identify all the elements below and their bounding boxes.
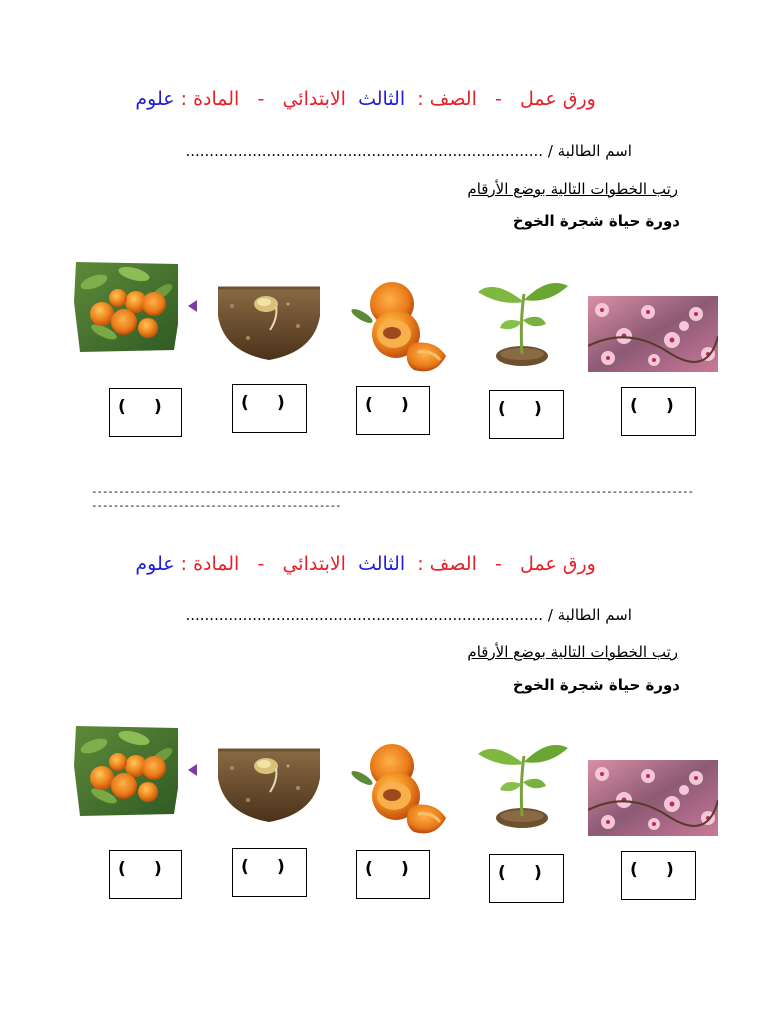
- paren-open: (: [498, 399, 506, 419]
- seedling-image: [474, 734, 570, 834]
- title-worksheet: ورق عمل: [519, 553, 596, 575]
- answer-box[interactable]: [232, 848, 307, 897]
- answer-box[interactable]: [356, 386, 430, 435]
- seedling-image: [474, 272, 570, 372]
- student-name-field[interactable]: ...........................................................................: [185, 606, 544, 624]
- title-sep: -: [495, 88, 502, 110]
- triangle-marker-icon: [188, 764, 197, 776]
- peach-fruit-image: [348, 278, 458, 378]
- title-subject: علوم: [135, 88, 175, 110]
- title-colon: :: [180, 553, 188, 575]
- paren-close: ): [401, 395, 409, 415]
- paren-close: ): [277, 393, 285, 413]
- paren-close: ): [666, 396, 674, 416]
- seed-in-soil-image: [218, 748, 320, 824]
- peach-tree-fruits-image: [74, 726, 178, 816]
- title-subject-label: المادة: [193, 88, 240, 110]
- blossom-image: [588, 760, 718, 836]
- worksheet-title: [135, 66, 620, 132]
- student-name-line: [133, 588, 651, 642]
- paren-close: ): [666, 860, 674, 880]
- paren-open: (: [630, 396, 638, 416]
- title-grade: الثالث: [358, 88, 406, 110]
- paren-close: ): [277, 857, 285, 877]
- paren-open: (: [241, 857, 249, 877]
- answer-box[interactable]: [621, 851, 696, 900]
- subheading: دورة حياة شجرة الخوخ: [512, 676, 680, 694]
- title-subject-label: المادة: [193, 553, 240, 575]
- paren-close: ): [154, 859, 162, 879]
- title-stage: الابتدائي: [282, 553, 346, 575]
- instruction: رتب الخطوات التالية بوضع الأرقام: [467, 180, 678, 198]
- paren-open: (: [241, 393, 249, 413]
- title-colon: :: [417, 553, 424, 575]
- answer-box[interactable]: [489, 854, 564, 903]
- title-stage: الابتدائي: [282, 88, 346, 110]
- title-sep: -: [257, 553, 265, 575]
- paren-open: (: [118, 859, 126, 879]
- seed-in-soil-image: [218, 286, 320, 362]
- triangle-marker-icon: [188, 300, 197, 312]
- title-grade-label: الصف: [429, 88, 477, 110]
- paren-open: (: [365, 859, 373, 879]
- answer-box[interactable]: [109, 388, 182, 437]
- title-colon: :: [417, 88, 424, 110]
- title-sep: -: [257, 88, 265, 110]
- peach-tree-fruits-image: [74, 262, 178, 352]
- title-subject: علوم: [135, 553, 175, 575]
- peach-fruit-image: [348, 740, 458, 840]
- paren-open: (: [118, 397, 126, 417]
- answer-box[interactable]: [356, 850, 430, 899]
- title-grade-label: الصف: [429, 553, 477, 575]
- answer-box[interactable]: [489, 390, 564, 439]
- subheading: دورة حياة شجرة الخوخ: [512, 212, 680, 230]
- title-sep: -: [495, 553, 502, 575]
- cut-line-separator: -------------------------------------------------------------------------------------------------------------------------------------------------------------: [91, 485, 693, 512]
- instruction: رتب الخطوات التالية بوضع الأرقام: [467, 643, 678, 661]
- answer-box[interactable]: [621, 387, 696, 436]
- student-name-label: اسم الطالبة /: [547, 142, 632, 160]
- blossom-image: [588, 296, 718, 372]
- student-name-line: [133, 124, 651, 178]
- paren-close: ): [154, 397, 162, 417]
- paren-close: ): [534, 863, 542, 883]
- paren-close: ): [401, 859, 409, 879]
- student-name-label: اسم الطالبة /: [547, 606, 632, 624]
- paren-open: (: [630, 860, 638, 880]
- title-worksheet: ورق عمل: [519, 88, 596, 110]
- paren-close: ): [534, 399, 542, 419]
- paren-open: (: [498, 863, 506, 883]
- title-grade: الثالث: [358, 553, 406, 575]
- student-name-field[interactable]: ...........................................................................: [185, 142, 544, 160]
- paren-open: (: [365, 395, 373, 415]
- answer-box[interactable]: [232, 384, 307, 433]
- answer-box[interactable]: [109, 850, 182, 899]
- title-colon: :: [180, 88, 188, 110]
